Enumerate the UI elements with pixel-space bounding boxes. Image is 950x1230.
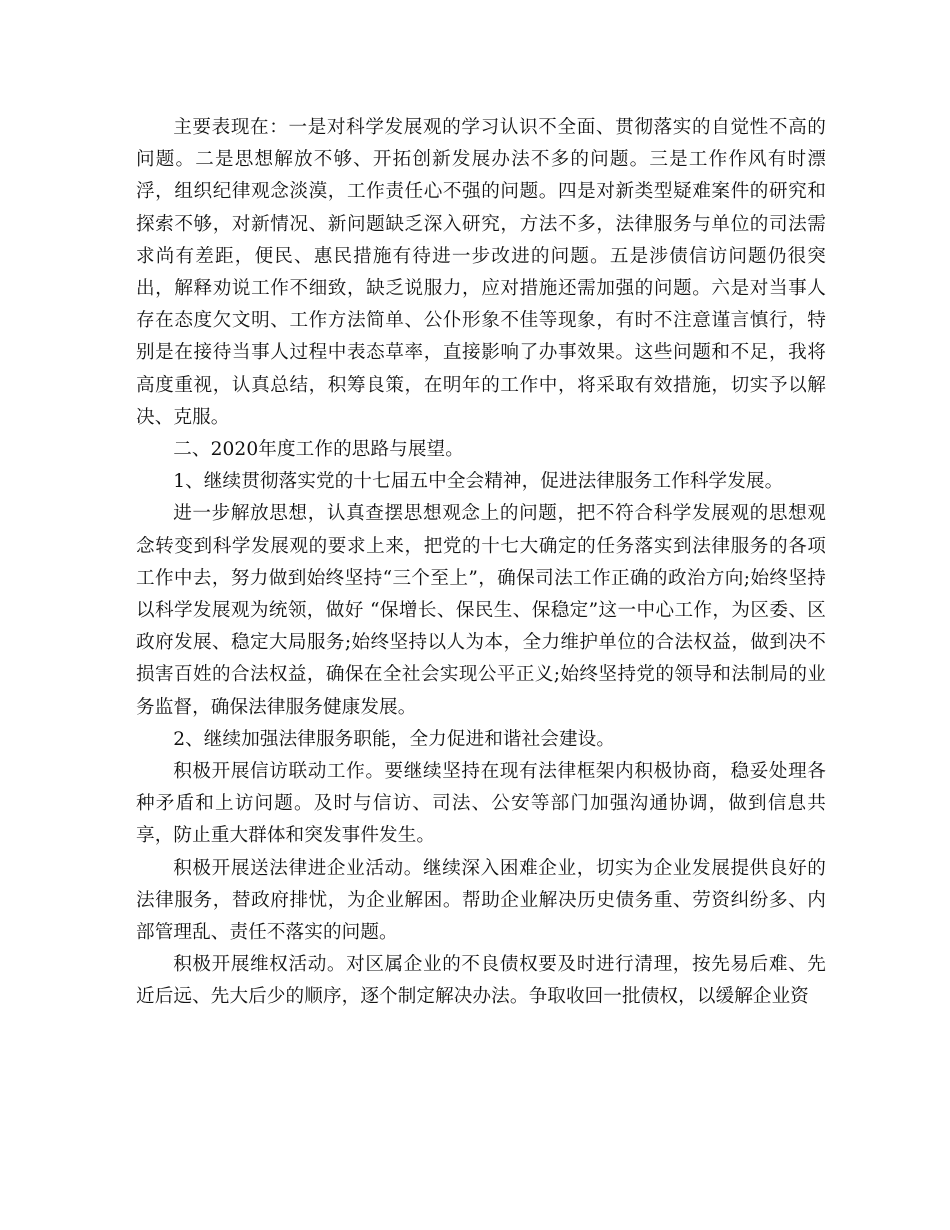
paragraph-rights-protection: 积极开展维权活动。对区属企业的不良债权要及时进行清理，按先易后难、先近后远、先大后少的顺序，逐个制定解决办法。争取收回一批债权，以缓解企业资 <box>136 954 826 1008</box>
heading-item-two: 2、继续加强法律服务职能，全力促进和谐社会建设。 <box>173 728 616 750</box>
heading-item-one: 1、继续贯彻落实党的十七届五中全会精神，促进法律服务工作科学发展。 <box>173 471 784 493</box>
paragraph-main-problems: 主要表现在：一是对科学发展观的学习认识不全面、贯彻落实的自觉性不高的问题。二是思想解放不够、开拓创新发展办法不多的问题。三是工作作风有时漂浮，组织纪律观念淡漠，工作责任心不强的问题。四是对新类型疑难案件的研究和探索不够，对新情况、新问题缺乏深入研究，方法不多，法律服务与单位的司法需求尚有差距，便民、惠民措施有待进一步改进的问题。五是涉债信访问题仍很突出，解释劝说工作不细致，缺乏说服力，应对措施还需加强的问题。六是对当事人存在态度欠文明、工作方法简单、公仆形象不佳等现象，有时不注意谨言慎行，特别是在接待当事人过程中表态草率，直接影响了办事效果。这些问题和不足，我将高度重视，认真总结，积筹良策，在明年的工作中，将采取有效措施，切实予以解决、克服。 <box>136 117 826 428</box>
paragraph-law-to-enterprises: 积极开展送法律进企业活动。继续深入困难企业，切实为企业发展提供良好的法律服务，替政府排忧，为企业解困。帮助企业解决历史债务重、劳资纠纷多、内部管理乱、责任不落实的问题。 <box>136 857 826 944</box>
paragraph-emancipate-thinking: 进一步解放思想，认真查摆思想观念上的问题，把不符合科学发展观的思想观念转变到科学发展观的要求上来，把党的十七大确定的任务落实到法律服务的各项工作中去，努力做到始终坚持“三个至上”，确保司法工作正确的政治方向;始终坚持以科学发展观为统领，做好 “保增长、保民生、保稳定”这一中心工作，为区委、区政府发展、稳定大局服务;始终坚持以人为本，全力维护单位的合法权益，做到决不损害百姓的合法权益，确保在全社会实现公平正义;始终坚持党的领导和法制局的业务监督，确保法律服务健康发展。 <box>136 503 826 718</box>
document-body <box>136 112 826 1014</box>
paragraph-petition-linkage: 积极开展信访联动工作。要继续坚持在现有法律框架内积极协商，稳妥处理各种矛盾和上访问题。及时与信访、司法、公安等部门加强沟通协调，做到信息共享，防止重大群体和突发事件发生。 <box>136 761 826 847</box>
heading-section-two: 二、2020年度工作的思路与展望。 <box>173 439 464 461</box>
